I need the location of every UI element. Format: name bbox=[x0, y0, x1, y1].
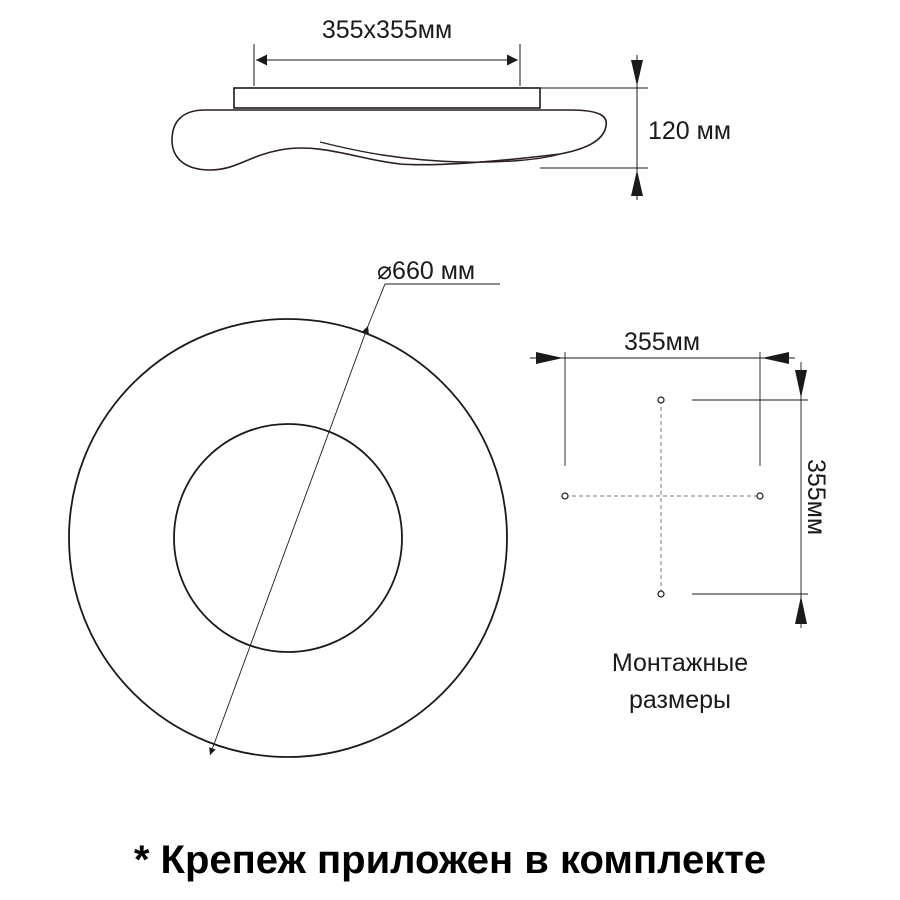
side-height-label: 120 мм bbox=[648, 117, 732, 145]
inner-circle bbox=[174, 424, 402, 652]
mounting-plate-profile bbox=[234, 88, 540, 108]
side-width-label: 355x355мм bbox=[321, 16, 453, 44]
mount-width-label: 355мм bbox=[623, 328, 701, 356]
lamp-body-profile bbox=[172, 110, 606, 170]
mounting-caption-line2: размеры bbox=[629, 686, 731, 714]
mount-height-arrow-bottom bbox=[795, 596, 807, 624]
diameter-label: ⌀660 мм bbox=[377, 257, 476, 285]
diameter-line bbox=[210, 326, 368, 755]
height-arrow-bottom bbox=[631, 170, 643, 196]
mount-hole-left bbox=[562, 493, 568, 499]
mount-hole-bottom bbox=[658, 591, 664, 597]
mount-hole-top bbox=[658, 397, 664, 403]
mount-width-arrow-left bbox=[536, 352, 563, 364]
top-view bbox=[69, 257, 507, 757]
height-arrow-top bbox=[631, 60, 643, 86]
mount-height-arrow-top bbox=[795, 370, 807, 398]
mount-width-arrow-right bbox=[762, 352, 789, 364]
footer-note: * Крепеж приложен в комплекте bbox=[133, 838, 767, 882]
mount-hole-right bbox=[757, 493, 763, 499]
side-view bbox=[172, 16, 731, 200]
diameter-leader bbox=[368, 284, 385, 326]
mount-height-label: 355мм bbox=[802, 458, 830, 536]
mounting-pattern bbox=[530, 328, 830, 714]
outer-diameter-circle bbox=[69, 319, 507, 757]
mounting-caption-line1: Монтажные bbox=[611, 649, 749, 677]
